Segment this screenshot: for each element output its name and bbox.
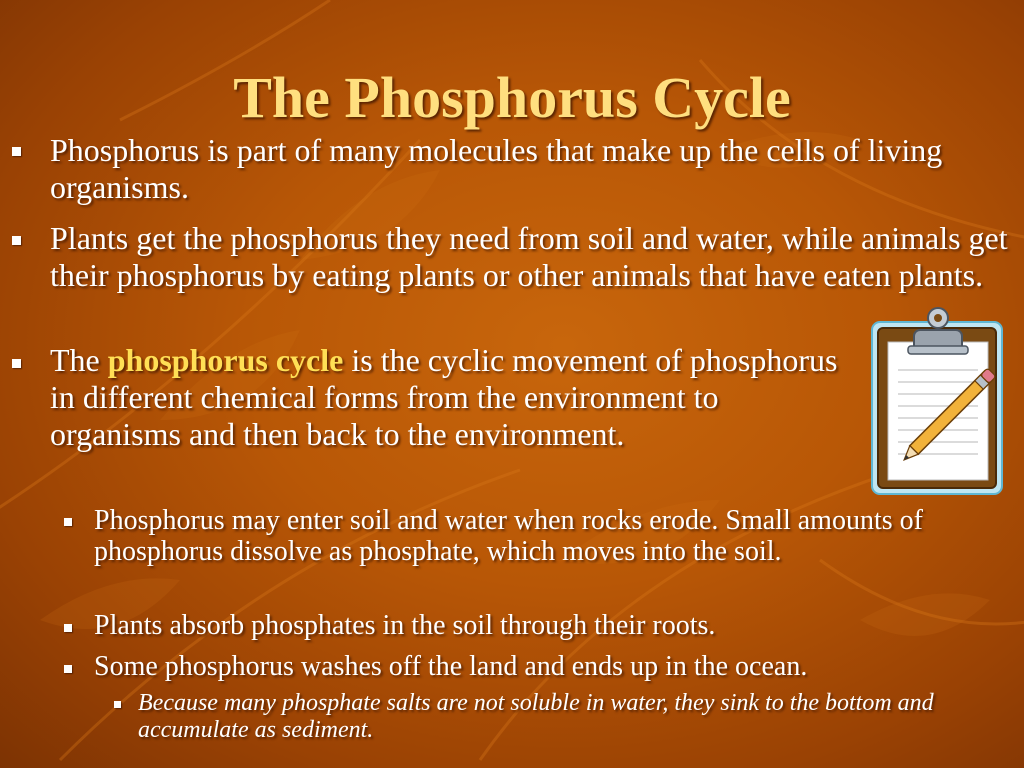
sub-bullet-marker [64,518,72,526]
bullet-marker [12,359,21,368]
bullet-3-prefix: The [50,342,100,378]
bullet-2: Plants get the phosphorus they need from soil and water, while animals get their phosphorus by eating plants or other animals that have eaten plants. [50,220,1008,293]
bullet-3 [50,342,840,453]
sub-bullet-3: Some phosphorus washes off the land and ends up in the ocean. [94,651,808,682]
bullet-3-suffix: is the cyclic movement of phosphorus in different chemical forms from the environment to organisms and then back to the environment. [50,342,838,452]
sub-bullet-marker [64,665,72,673]
sub-bullet-2: Plants absorb phosphates in the soil through their roots. [94,610,716,641]
key-term-phosphorus-cycle: phosphorus cycle [107,342,344,378]
clipboard-with-pencil-icon [868,300,1024,500]
slide-title: The Phosphorus Cycle [233,65,791,130]
bullet-marker [12,147,21,156]
sub-bullet-marker [64,624,72,632]
bullet-1: Phosphorus is part of many molecules that make up the cells of living organisms. [50,132,943,205]
bullet-marker [12,236,21,245]
sub-bullet-1: Phosphorus may enter soil and water when rocks erode. Small amounts of phosphorus dissolve as phosphate, which moves into the soil. [94,505,923,567]
sub-sub-bullet-1: Because many phosphate salts are not soluble in water, they sink to the bottom and accumulate as sediment. [138,690,934,743]
sub-sub-bullet-marker [114,701,121,708]
